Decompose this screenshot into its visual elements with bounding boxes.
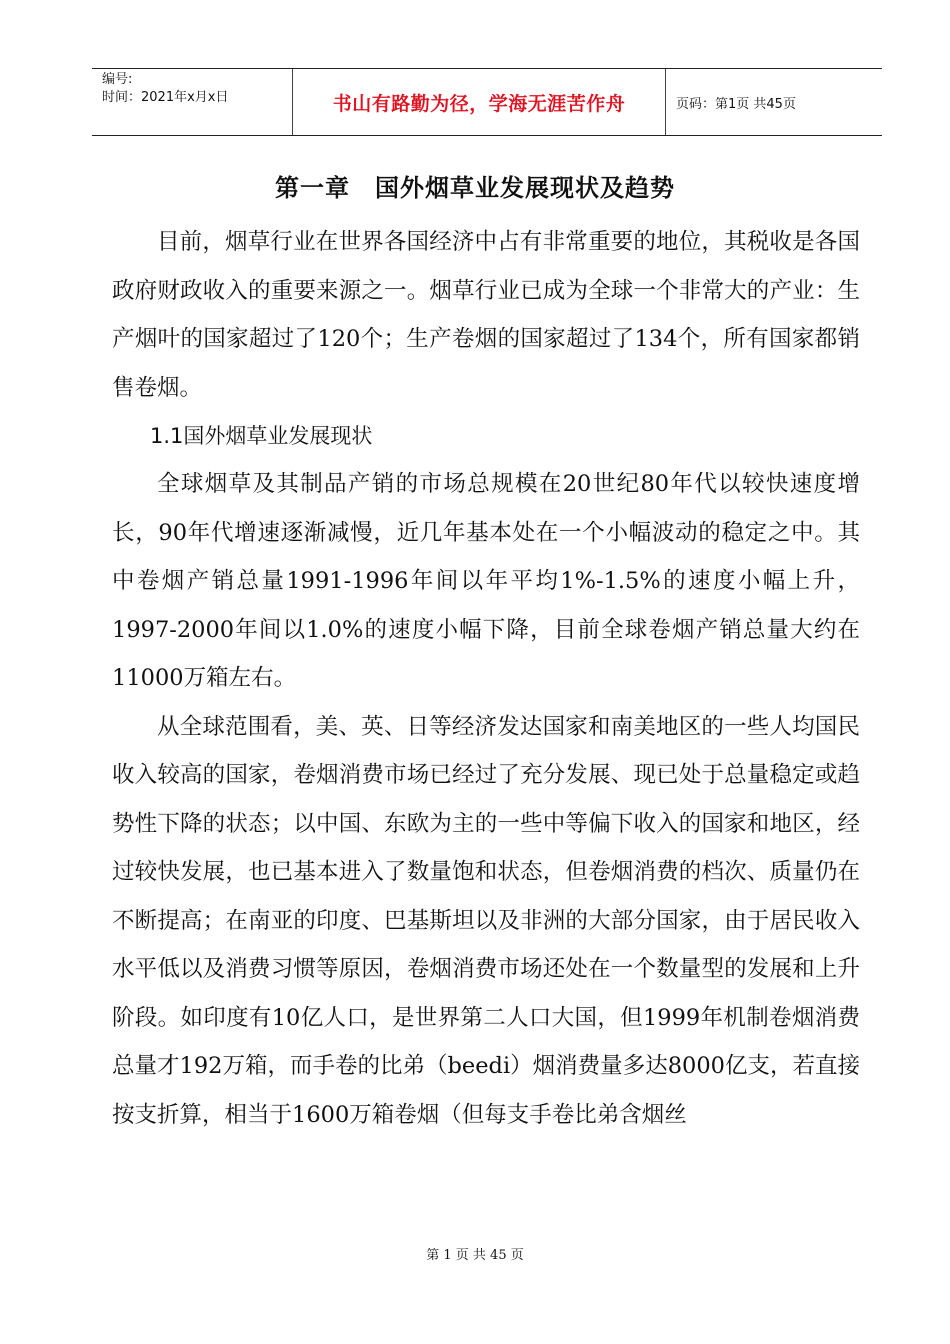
page-code: 页码：第1页 共45页 <box>676 96 796 112</box>
section-heading: 1.1国外烟草业发展现状 <box>150 424 373 448</box>
body-paragraph-2: 从全球范围看，美、英、日等经济发达国家和南美地区的一些人均国民收入较高的国家，卷烟消费市场已经过了充分发展、现已处于总量稳定或趋势性下降的状态；以中国、东欧为主的一些中等偏下收入的国家和地区，经过较快发展，也已基本进入了数量饱和状态，但卷烟消费的档次、质量仍在不断提高；在南亚的印度、巴基斯坦以及非洲的大部分国家，由于居民收入水平低以及消费习惯等原因，卷烟消费市场还处在一个数量型的发展和上升阶段。如印度有10亿人口，是世界第二人口大国，但1999年机制卷烟消费总量才192万箱，而手卷的比弟（beedi）烟消费量多达8000亿支，若直接按支折算，相当于1600万箱卷烟（但每支手卷比弟含烟丝 <box>112 713 860 1128</box>
header-meta-cell <box>92 69 293 135</box>
time-label: 时间：2021年x月x日 <box>102 90 229 105</box>
document-body <box>112 218 860 1139</box>
body-paragraph-1: 全球烟草及其制品产销的市场总规模在20世纪80年代以较快速度增长，90年代增速逐渐减慢，近几年基本处在一个小幅波动的稳定之中。其中卷烟产销总量1991-1996年间以年平均1%-1.5%的速度小幅上升，1997-2000年间以1.0%的速度小幅下降，目前全球卷烟产销总量大约在11000万箱左右。 <box>112 471 860 691</box>
number-label: 编号: <box>102 72 133 87</box>
header-page-cell <box>666 69 882 135</box>
motto-text: 书山有路勤为径，学海无涯苦作舟 <box>332 92 626 115</box>
page-footer: 第 1 页 共 45 页 <box>426 1248 524 1263</box>
document-header <box>92 68 882 136</box>
intro-paragraph: 目前，烟草行业在世界各国经济中占有非常重要的地位，其税收是各国政府财政收入的重要来源之一。烟草行业已成为全球一个非常大的产业：生产烟叶的国家超过了120个；生产卷烟的国家超过了134个，所有国家都销售卷烟。 <box>112 229 860 401</box>
chapter-title: 第一章 国外烟草业发展现状及趋势 <box>275 174 675 202</box>
header-motto-cell <box>293 69 666 135</box>
